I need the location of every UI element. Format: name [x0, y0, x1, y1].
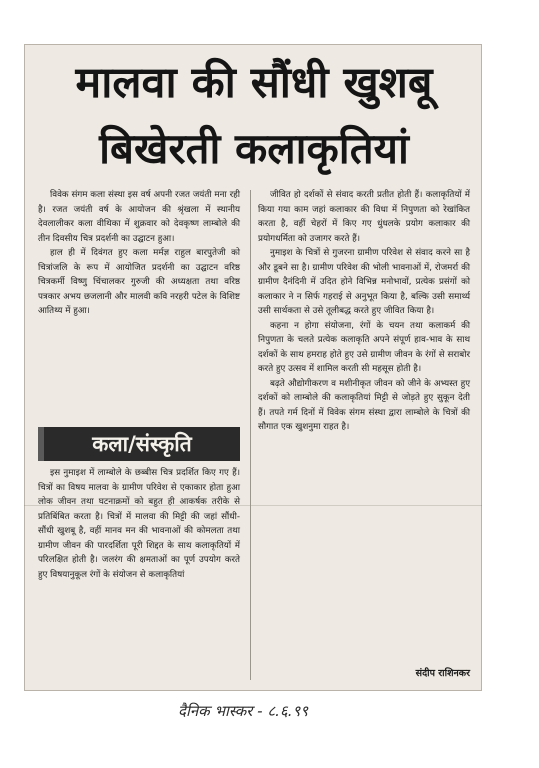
- paragraph: नुमाइश के चित्रों से गुजरना ग्रामीण परिवेश से संवाद करने सा है और डूबने सा है। ग्रामीण परिवेश की भोली भावनाओं में, रोजमर्रा की ग्रामीण दैनंदिनी में उदित होने विभिन्न मनोभावों, प्रत्येक प्रसंगों को कलाकार ने न सिर्फ गहराई से अनुभूत किया है, बल्कि उसी समार्थ्य उसी सार्थकता से उसे तूलीबद्ध करते हुए जीवित किया है।: [258, 248, 470, 316]
- handwritten-source-note: दैनिक भास्कर - ८.६.९९: [178, 702, 309, 720]
- author-byline: संदीप राशिनकर: [415, 668, 470, 679]
- paragraph: जीवित हो दर्शकों से संवाद करती प्रतीत होती हैं। कलाकृतियों में किया गया काम जहां कलाकार की विधा में निपुणता को रेखांकित करता है, वहीं चेहरों में किए गए धुंधलके प्रयोग कलाकार की प्रयोगधर्मिता को उजागर करते हैं।: [258, 190, 470, 244]
- headline-line-2: बिखेरती कलाकृतियां: [99, 124, 409, 173]
- paragraph: हाल ही में दिवंगत हुए कला मर्मज्ञ राहुल बारपुतेजी को चित्रांजलि के रूप में आयोजित प्रदर्शनी का उद्घाटन वरिष्ठ चित्रकर्मी विष्णु चिंचालकर गुरुजी की अध्यक्षता तथा वरिष्ठ पत्रकार अभय छजलानी और मालवी कवि नरहरी पटेल के विशिष्ट आतिथ्य में हुआ।: [38, 248, 240, 316]
- article-column-1-top: [38, 188, 240, 424]
- paragraph: इस नुमाइश में लाम्बोले के छब्बीस चित्र प्रदर्शित किए गए हैं। चित्रों का विषय मालवा के ग्रामीण परिवेश से एकाकार होता हुआ लोक जीवन तथा घटनाक्रमों को बहुत ही आकर्षक तरीके से प्रतिबिंबित करता है। चित्रों में मालवा की मिट्टी की जहां सौंधी-सौंधी खुशबू है, वहीं मानव मन की भावनाओं की कोमलता तथा ग्रामीण जीवन की पारदर्शिता पूरी शिद्दत के साथ कलाकृतियों में परिलक्षित होती है। जलरंग की क्षमताओं का पूर्ण उपयोग करते हुए विषयानुकूल रंगों के संयोजन से कलाकृतियां: [38, 468, 240, 580]
- paragraph: विवेक संगम कला संस्था इस वर्ष अपनी रजत जयंती मना रही है। रजत जयंती वर्ष के आयोजन की श्रृंखला में स्थानीय देवलालीकर कला वीथिका में शुक्रवार को देवकृष्ण लाम्बोले की तीन दिवसीय चित्र प्रदर्शनी का उद्घाटन हुआ।: [38, 190, 240, 244]
- paragraph: कहना न होगा संयोजना, रंगों के चयन तथा कलाकर्म की निपुणता के चलते प्रत्येक कलाकृति अपने संपूर्ण हाव-भाव के साथ दर्शकों के साथ हमराह होते हुए उसे ग्रामीण जीवन के रंगों से सराबोर करते हुए उत्सव में शामिल करती सी महसूस होती है।: [258, 320, 470, 374]
- column-divider: [250, 190, 251, 680]
- article-column-2: [258, 188, 470, 663]
- headline-line-1: मालवा की सौंधी खुशबू: [75, 58, 433, 108]
- paragraph: बढ़ते औद्योगीकरण व मशीनीकृत जीवन को जीने के अभ्यस्त हुए दर्शकों को लाम्बोले की कलाकृतियां मिट्टी से जोड़ते हुए सुकून देती हैं। तपते गर्म दिनों में विवेक संगम संस्था द्वारा लाम्बोले के चित्रों की सौगात एक खुशनुमा राहत है।: [258, 378, 470, 432]
- section-banner: कला/संस्कृति: [38, 427, 240, 461]
- article-column-1-bottom: [38, 466, 240, 682]
